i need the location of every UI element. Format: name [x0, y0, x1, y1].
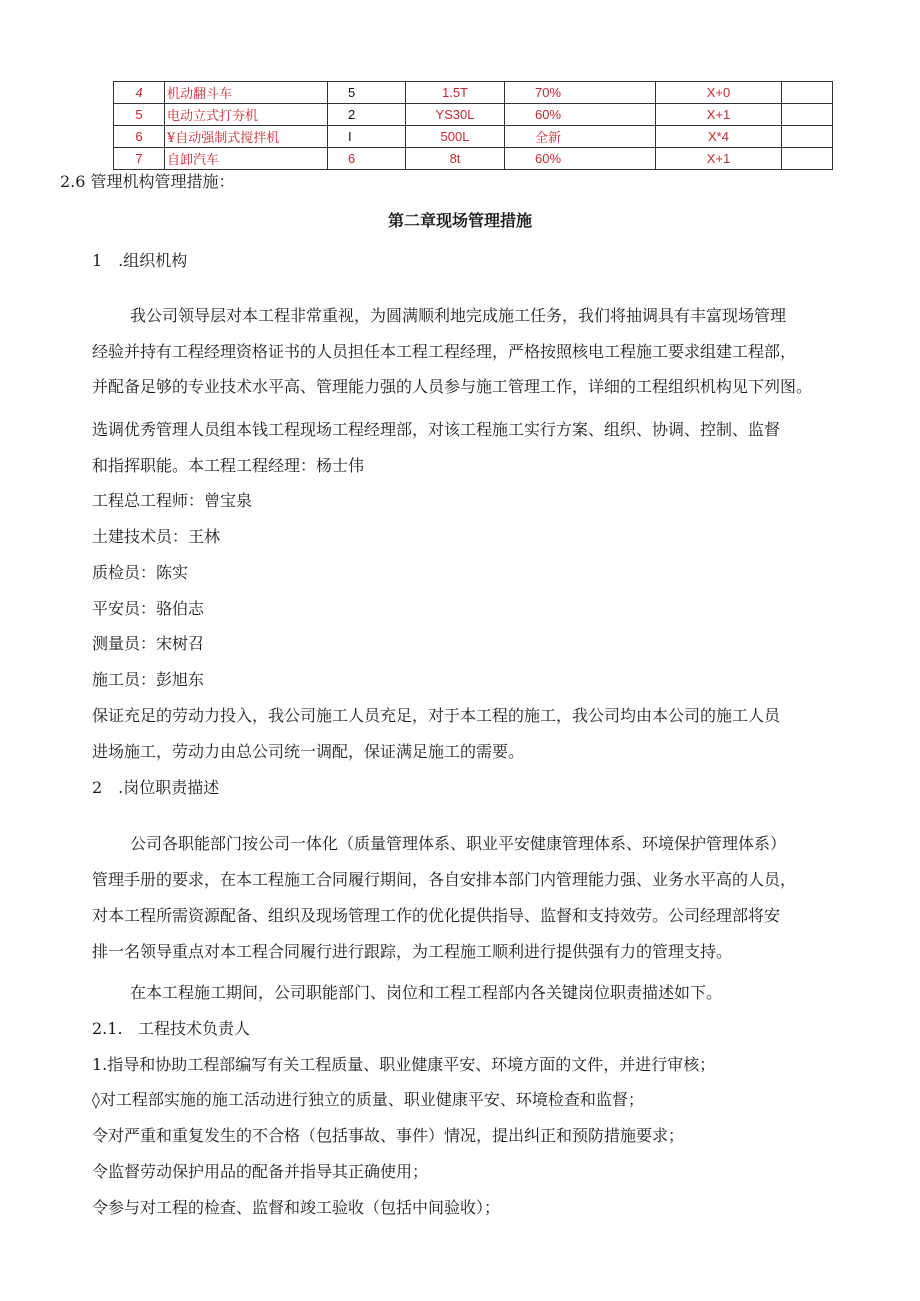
- p4-line3: 对本工程所需资源配备、组织及现场管理工作的优化提供指导、监督和支持效劳。公司经理部将安: [92, 906, 781, 925]
- chapter-title: 第二章现场管理措施: [387, 211, 532, 230]
- cell-qty: 2: [328, 104, 406, 126]
- cell-plan: X*4: [656, 126, 782, 148]
- cell-no: 6: [114, 126, 165, 148]
- staff-quality-inspector: 质检员：陈实: [92, 563, 189, 582]
- duty-item-1: 1.指导和协助工程部编写有关工程质量、职业健康平安、环境方面的文件，并进行审核；: [92, 1055, 716, 1074]
- cell-name: 机动翻斗车: [165, 82, 328, 104]
- table-row: [114, 148, 833, 170]
- cell-condition: 60%: [505, 104, 656, 126]
- cell-note: [782, 82, 833, 104]
- p3-line2: 进场施工，劳动力由总公司统一调配，保证满足施工的需要。: [92, 742, 525, 761]
- cell-spec: 8t: [406, 148, 505, 170]
- p2-line2: 和指挥职能。本工程工程经理：杨士伟: [92, 456, 365, 475]
- p4-line4: 排一名领导重点对本工程合同履行进行跟踪，为工程施工顺利进行提供强有力的管理支持。: [92, 942, 733, 961]
- cell-note: [782, 148, 833, 170]
- section-2-6-heading: 2.6 管理机构管理措施：: [60, 172, 235, 191]
- cell-no: 5: [114, 104, 165, 126]
- sub2-heading: 2 .岗位职责描述: [92, 778, 220, 797]
- sub2-1-number: 2.1.: [92, 1019, 123, 1038]
- cell-qty: 6: [328, 148, 406, 170]
- cell-name: ¥自动强制式搅拌机: [165, 126, 328, 148]
- table-row: [114, 82, 833, 104]
- table-row: [114, 126, 833, 148]
- duty-item-2: ◊对工程部实施的施工活动进行独立的质量、职业健康平安、环境检查和监督；: [92, 1090, 644, 1109]
- staff-constructor: 施工员：彭旭东: [92, 670, 205, 689]
- p3-line1: 保证充足的劳动力投入，我公司施工人员充足，对于本工程的施工，我公司均由本公司的施工人员: [92, 706, 781, 725]
- cell-condition: 全新: [505, 126, 656, 148]
- cell-no: 7: [114, 148, 165, 170]
- staff-chief-engineer: 工程总工程师：曾宝泉: [92, 491, 253, 510]
- duty-item-3: 令对严重和重复发生的不合格（包括事故、事件）情况，提出纠正和预防措施要求；: [92, 1126, 685, 1145]
- staff-civil-technician: 土建技术员：王林: [92, 527, 221, 546]
- cell-plan: X+0: [656, 82, 782, 104]
- p1-line2: 经验并持有工程经理资格证书的人员担任本工程工程经理，严格按照核电工程施工要求组建工程部，: [92, 342, 797, 361]
- sub2-1-title: 工程技术负责人: [138, 1019, 251, 1038]
- duty-item-5: 令参与对工程的检查、监督和竣工验收（包括中间验收）；: [92, 1198, 501, 1217]
- p4-line2: 管理手册的要求，在本工程施工合同履行期间，各自安排本部门内管理能力强、业务水平高的人员，: [92, 870, 797, 889]
- cell-spec: 1.5T: [406, 82, 505, 104]
- cell-condition: 70%: [505, 82, 656, 104]
- table-row: [114, 104, 833, 126]
- cell-plan: X+1: [656, 148, 782, 170]
- cell-qty: I: [328, 126, 406, 148]
- staff-safety-officer: 平安员：骆伯志: [92, 599, 205, 618]
- cell-condition: 60%: [505, 148, 656, 170]
- p2-line1: 选调优秀管理人员组本钱工程现场工程经理部，对该工程施工实行方案、组织、协调、控制、监督: [92, 420, 781, 439]
- cell-spec: 500L: [406, 126, 505, 148]
- duty-item-4: 令监督劳动保护用品的配备并指导其正确使用；: [92, 1162, 429, 1181]
- cell-name: 电动立式打夯机: [165, 104, 328, 126]
- p5: 在本工程施工期间，公司职能部门、岗位和工程工程部内各关键岗位职责描述如下。: [130, 983, 723, 1002]
- p1-line3: 并配备足够的专业技术水平高、管理能力强的人员参与施工管理工作，详细的工程组织机构见下列图。: [92, 377, 813, 396]
- p4-line1: 公司各职能部门按公司一体化（质量管理体系、职业平安健康管理体系、环境保护管理体系）: [130, 834, 787, 853]
- cell-name: 自卸汽车: [165, 148, 328, 170]
- cell-spec: YS30L: [406, 104, 505, 126]
- cell-note: [782, 104, 833, 126]
- staff-surveyor: 测量员：宋树召: [92, 634, 205, 653]
- p1-line1: 我公司领导层对本工程非常重视，为圆满顺利地完成施工任务，我们将抽调具有丰富现场管理: [130, 306, 787, 325]
- cell-no: 4: [114, 82, 165, 104]
- cell-qty: 5: [328, 82, 406, 104]
- cell-note: [782, 126, 833, 148]
- equipment-table: [113, 81, 833, 170]
- cell-plan: X+1: [656, 104, 782, 126]
- sub1-heading: 1 .组织机构: [92, 251, 188, 270]
